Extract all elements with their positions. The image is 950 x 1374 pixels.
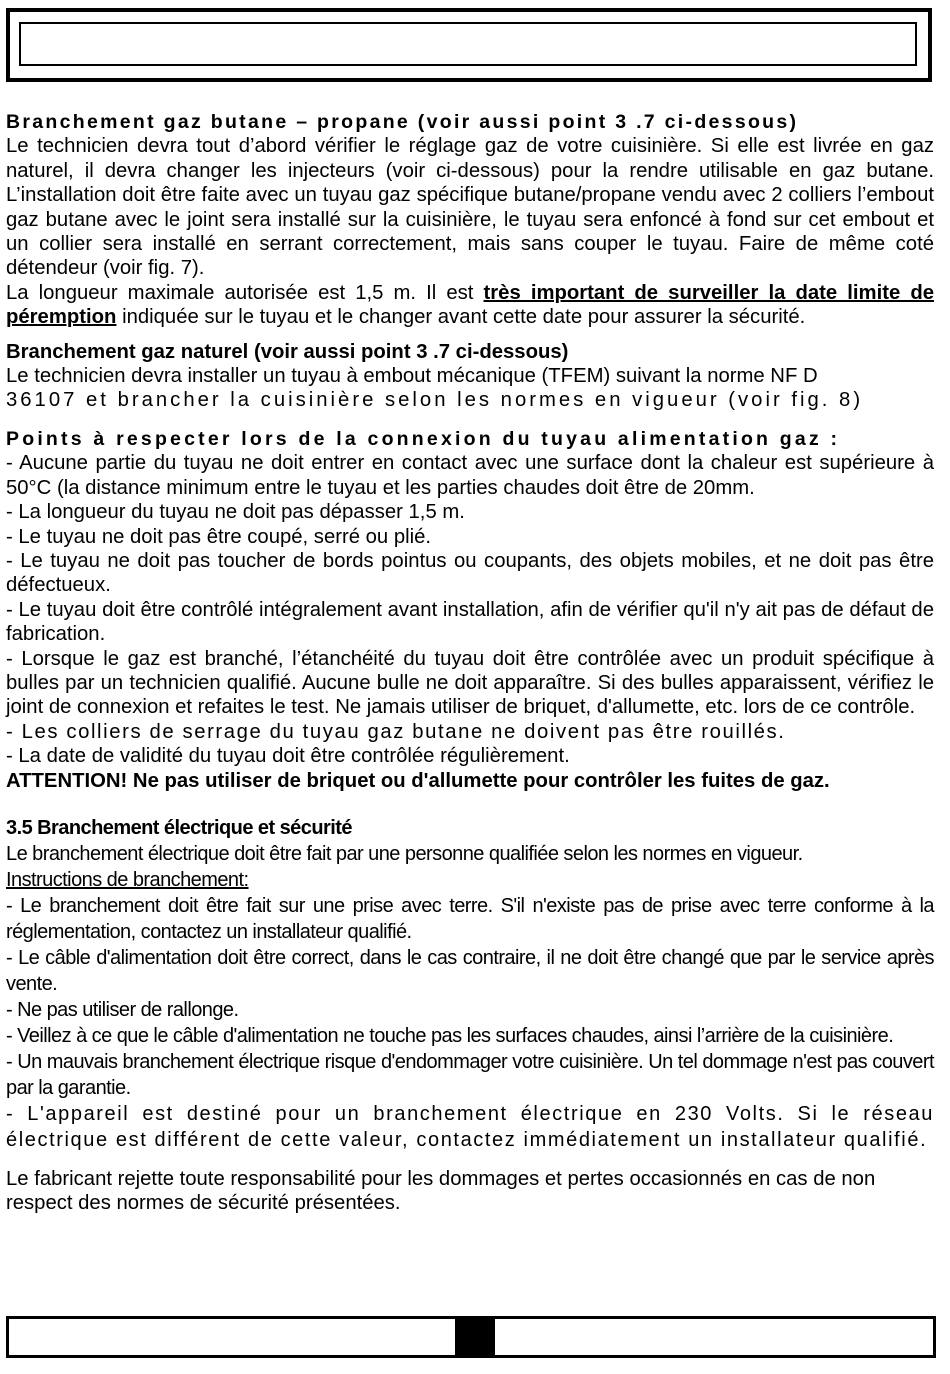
butane-heading: Branchement gaz butane – propane (voir aussi point 3 .7 ci-dessous): [6, 111, 799, 133]
electrical-item: - Ne pas utiliser de rallonge.: [6, 998, 239, 1021]
page-content: [6, 110, 934, 1215]
points-item: - Lorsque le gaz est branché, l’étanchéité du tuyau doit être contrôlée avec un produit spécifique à bulles par un technicien qualifié. Aucune bulle ne doit apparaître. Si des bulles apparaissent, vérifiez le joint de connexion et refaites le test. Ne jamais utiliser de briquet, d'allumette, etc. lors de ce contrôle.: [6, 647, 934, 719]
points-item: - Le tuyau ne doit pas être coupé, serré ou plié.: [6, 525, 432, 548]
butane-length-paragraph: [6, 281, 934, 330]
header-title-box: [19, 22, 917, 66]
gas-warning: ATTENTION! Ne pas utiliser de briquet ou d'allumette pour contrôler les fuites de gaz.: [6, 769, 830, 792]
points-item: - Aucune partie du tuyau ne doit entrer en contact avec une surface dont la chaleur est supérieure à 50°C (la distance minimum entre le tuyau et les parties chaudes doit être de 20mm.: [6, 452, 934, 499]
butane-body: Le technicien devra tout d’abord vérifier le réglage gaz de votre cuisinière. Si elle est livrée en gaz naturel, il devra changer les injecteurs (voir ci-dessous) pour la rendre utilisable en gaz butane. L’installation doit être faite avec un tuyau gaz spécifique butane/propane vendu avec 2 colliers l’embout gaz butane avec le joint sera installé sur la cuisinière, le tuyau sera enfoncé à fond sur cet embout et un collier sera installé en serrant correctement, mais sans couper le tuyau. Faire de même coté détendeur (voir fig. 7).: [6, 135, 934, 280]
electrical-section: [6, 815, 934, 1153]
points-heading: Points à respecter lors de la connexion du tuyau alimentation gaz :: [6, 427, 841, 450]
points-item: - Le tuyau doit être contrôlé intégralement avant installation, afin de vérifier qu'il n'y ait pas de défaut de fabrication.: [6, 598, 934, 646]
electrical-item: - Le branchement doit être fait sur une prise avec terre. S'il n'existe pas de prise avec terre conforme à la réglementation, contactez un installateur qualifié.: [6, 894, 934, 943]
instructions-label: Instructions de branchement:: [6, 868, 249, 891]
electrical-item: - Un mauvais branchement électrique risque d'endommager votre cuisinière. Un tel dommage n'est pas couvert par la garantie.: [6, 1050, 934, 1099]
points-item: - La date de validité du tuyau doit être contrôlée régulièrement.: [6, 745, 570, 768]
points-item: - Le tuyau ne doit pas toucher de bords pointus ou coupants, des objets mobiles, et ne doit pas être défectueux.: [6, 549, 934, 597]
points-item: - La longueur du tuyau ne doit pas dépasser 1,5 m.: [6, 501, 465, 524]
electrical-item: - L'appareil est destiné pour un branchement électrique en 230 Volts. Si le réseau électrique est différent de cette valeur, contactez immédiatement un installateur qualifié.: [6, 1102, 934, 1151]
butane-emphasis: très important de surveiller la date limite de péremption: [6, 281, 934, 329]
natural-line-1: Le technicien devra installer un tuyau à embout mécanique (TFEM) suivant la norme NF D: [6, 365, 818, 388]
footer-frame: [6, 1316, 936, 1358]
butane-length-tail: indiquée sur le tuyau et le changer avant cette date pour assurer la sécurité.: [116, 306, 806, 329]
points-item: - Les colliers de serrage du tuyau gaz butane ne doivent pas être rouillés.: [6, 720, 786, 743]
electrical-item: - Le câble d'alimentation doit être correct, dans le cas contraire, il ne doit être changé que par le service après vente.: [6, 946, 934, 995]
natural-heading: Branchement gaz naturel (voir aussi point 3 .7 ci-dessous): [6, 340, 569, 363]
instructions-label-line: [6, 867, 934, 893]
disclaimer-block: [6, 1167, 934, 1215]
header-frame: [6, 8, 932, 82]
electrical-intro: Le branchement électrique doit être fait par une personne qualifiée selon les normes en vigueur.: [6, 842, 803, 865]
electrical-title: 3.5 Branchement électrique et sécurité: [6, 816, 352, 839]
butane-length-text: La longueur maximale autorisée est 1,5 m. Il est: [6, 281, 484, 304]
electrical-item: - Veillez à ce que le câble d'alimentation ne touche pas les surfaces chaudes, ainsi l’arrière de la cuisinière.: [6, 1024, 894, 1047]
page-number-block: [455, 1316, 495, 1358]
disclaimer: Le fabricant rejette toute responsabilité pour les dommages et pertes occasionnés en cas de non respect des normes de sécurité présentées.: [6, 1167, 876, 1214]
natural-line-2: 36107 et brancher la cuisinière selon les normes en vigueur (voir fig. 8): [6, 389, 864, 412]
